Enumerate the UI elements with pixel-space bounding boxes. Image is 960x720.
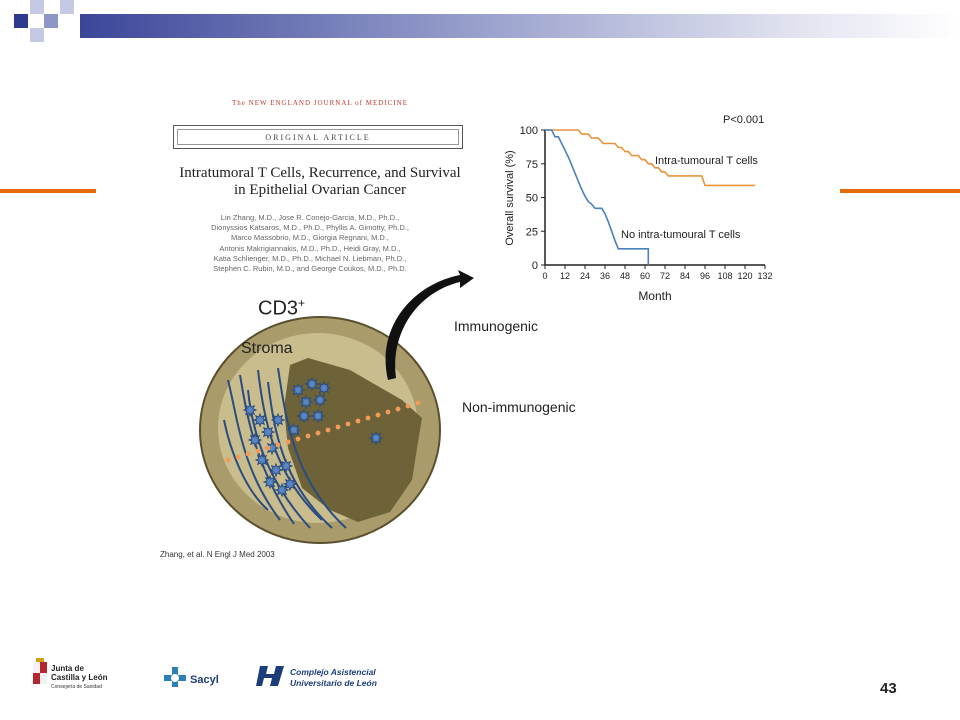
t-cell-icon <box>262 426 274 438</box>
slide-number: 43 <box>880 680 897 697</box>
t-cell-icon <box>306 378 318 390</box>
t-cell-icon <box>256 454 268 466</box>
jcyl-logo-line3: Consejería de Sanidad <box>51 684 102 690</box>
x-tick-label: 24 <box>579 271 591 281</box>
journal-name: The NEW ENGLAND JOURNAL of MEDICINE <box>232 99 408 107</box>
x-tick-label: 96 <box>699 271 711 281</box>
y-tick-label: 100 <box>519 125 538 137</box>
t-cell-icon <box>312 410 324 422</box>
section-label: ORIGINAL ARTICLE <box>177 129 459 145</box>
deco-square-mid <box>44 14 58 28</box>
jcyl-logo-line1: Junta de <box>51 664 84 673</box>
t-cell-icon <box>300 396 312 408</box>
hospital-logo-icon <box>256 664 286 688</box>
t-cell-icon <box>244 404 256 416</box>
author-line: Dionyssios Katsaros, M.D., Ph.D., Phyllis A. Gimotty, Ph.D., <box>211 223 409 233</box>
t-cell-icon <box>298 410 310 422</box>
author-line: Lin Zhang, M.D., Jose R. Conejo-Garcia, M.D., Ph.D., <box>220 213 400 222</box>
x-tick-label: 84 <box>679 271 691 281</box>
series-label-intra: Intra-tumoural T cells <box>655 155 758 167</box>
stroma-label: Stroma <box>241 340 293 357</box>
p-value-annotation: P<0.001 <box>723 114 765 126</box>
author-line: Stephen C. Rubin, M.D., and George Coukos, M.D., Ph.D. <box>213 264 407 274</box>
x-tick-label: 12 <box>559 271 571 281</box>
y-axis-label: Overall survival (%) <box>504 150 516 246</box>
t-cell-icon <box>272 414 284 426</box>
series-label-no-intra: No intra-tumoural T cells <box>621 229 741 241</box>
chart-axes <box>520 125 773 281</box>
orange-rule-right <box>840 189 960 193</box>
chart-series <box>545 130 755 265</box>
deco-square-dark2 <box>60 0 74 14</box>
series-line-1 <box>545 130 648 265</box>
x-tick-label: 48 <box>619 271 631 281</box>
y-tick-label: 75 <box>525 158 538 171</box>
top-banner <box>80 14 960 38</box>
t-cell-icon <box>254 414 266 426</box>
author-line: Antonis Makrigiannakis, M.D., Ph.D., Heidi Gray, M.D., <box>219 243 401 253</box>
sacyl-logo-icon <box>162 665 188 689</box>
t-cell-icon <box>318 382 330 394</box>
t-cell-icon <box>314 394 326 406</box>
t-cell-icon <box>249 434 261 446</box>
x-tick-label: 60 <box>639 271 651 281</box>
t-cell-icon <box>264 476 276 488</box>
t-cell-icon <box>288 424 300 436</box>
x-tick-label: 72 <box>659 271 671 281</box>
t-cell-icon <box>292 384 304 396</box>
jcyl-logo-line2: Castilla y León <box>51 673 108 682</box>
cd3-superscript: + <box>298 296 306 310</box>
paper-title <box>160 165 480 199</box>
y-tick-label: 0 <box>531 260 538 272</box>
deco-square-light2 <box>30 28 44 42</box>
t-cell-icon <box>280 460 292 472</box>
jcyl-crest-icon <box>32 658 48 688</box>
deco-square-dark <box>14 14 28 28</box>
paper-title-line1: Intratumoral T Cells, Recurrence, and Survival <box>179 165 461 181</box>
non-immunogenic-label: Non-immunogenic <box>462 399 576 415</box>
sacyl-logo-text: Sacyl <box>190 674 219 686</box>
y-tick-label: 25 <box>525 226 538 239</box>
immunogenic-label: Immunogenic <box>454 318 539 334</box>
x-axis-label: Month <box>638 289 672 303</box>
x-tick-label: 36 <box>599 271 611 281</box>
citation: Zhang, et al. N Engl J Med 2003 <box>160 550 275 559</box>
cd3-label <box>258 296 305 321</box>
section-box <box>173 125 463 149</box>
author-line: Katia Schlienger, M.D., Ph.D., Michael N. Liebman, Ph.D., <box>213 253 407 263</box>
x-tick-label: 132 <box>757 271 773 281</box>
x-tick-label: 108 <box>717 271 733 281</box>
t-cell-icon <box>370 432 382 444</box>
cd3-text: CD3 <box>258 297 299 320</box>
tumor-diagram <box>190 270 630 560</box>
orange-rule-left <box>0 189 96 193</box>
author-list <box>180 213 440 274</box>
author-line: Marco Massobrio, M.D., Giorgia Regnani, M.D., <box>231 233 389 243</box>
t-cell-icon <box>284 478 296 490</box>
x-tick-label: 0 <box>542 271 548 281</box>
hospital-logo-line1: Complejo Asistencial <box>290 667 376 677</box>
x-tick-label: 120 <box>737 271 753 281</box>
hospital-logo-line2: Universitario de León <box>290 678 377 688</box>
deco-square-light <box>30 0 44 14</box>
y-tick-label: 50 <box>525 192 538 205</box>
t-cell-icon <box>276 484 288 496</box>
paper-title-line2: in Epithelial Ovarian Cancer <box>233 182 407 198</box>
